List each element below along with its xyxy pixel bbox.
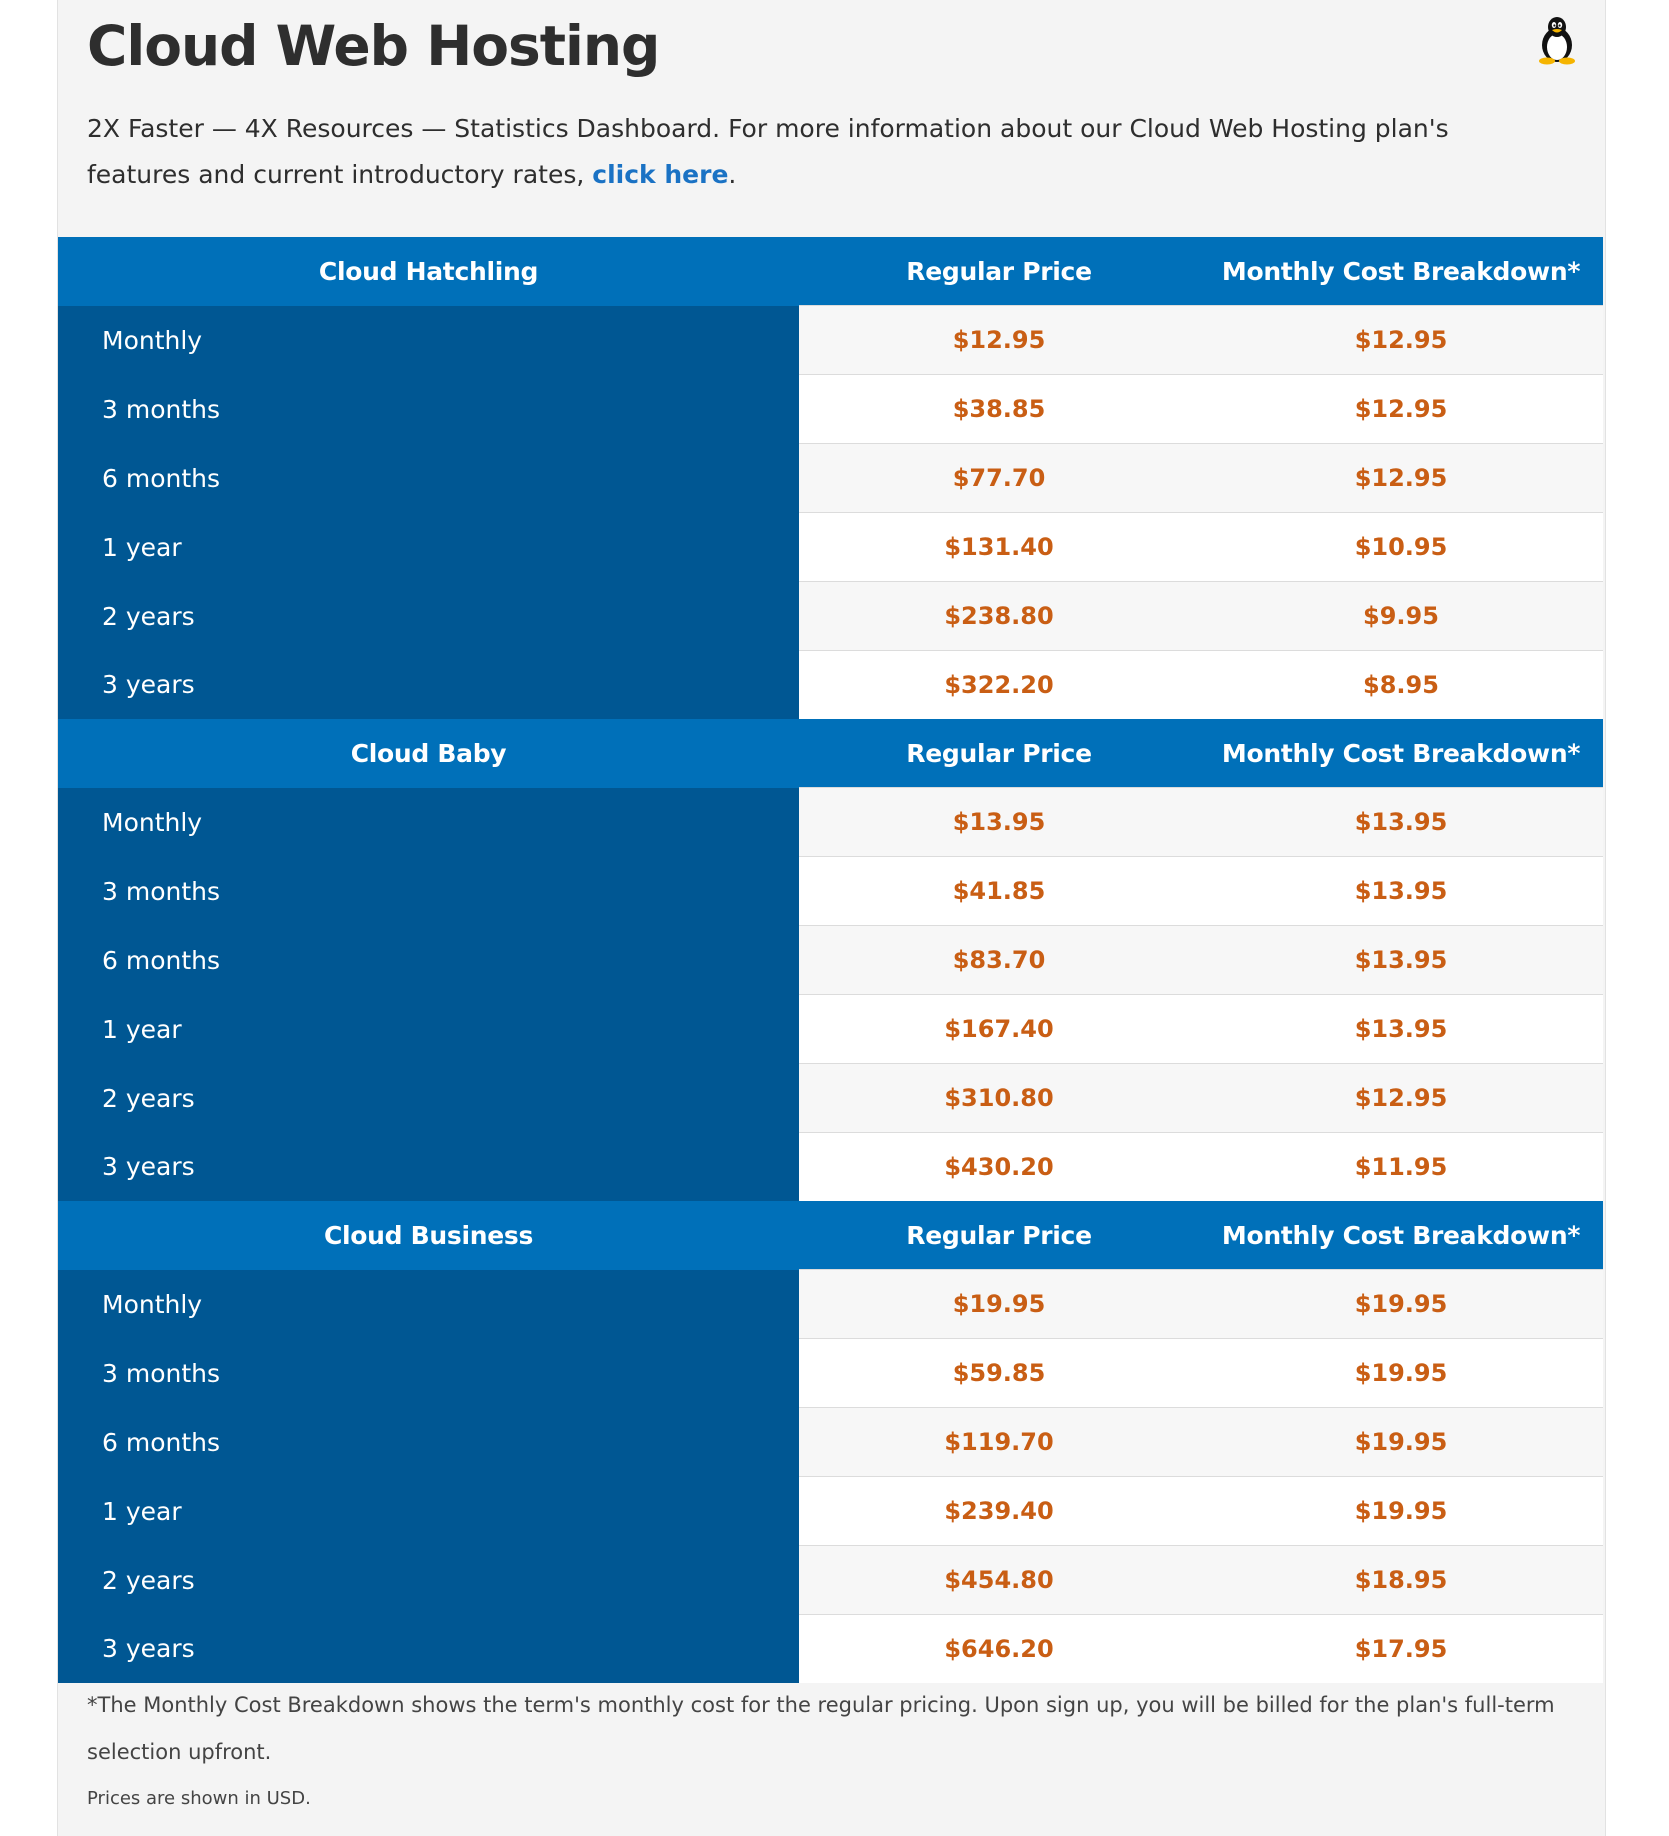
term-label: Monthly	[58, 306, 799, 375]
intro-text	[87, 106, 1547, 198]
regular-price: $13.95	[799, 788, 1199, 857]
monthly-cost-header: Monthly Cost Breakdown*	[1199, 719, 1603, 788]
monthly-cost: $9.95	[1199, 582, 1603, 651]
term-label: 2 years	[58, 1546, 799, 1615]
regular-price-header: Regular Price	[799, 1201, 1199, 1270]
price-row	[58, 1064, 1603, 1133]
intro-end: .	[728, 160, 737, 189]
term-label: Monthly	[58, 1270, 799, 1339]
regular-price: $238.80	[799, 582, 1199, 651]
price-row	[58, 857, 1603, 926]
term-label: 3 years	[58, 651, 799, 720]
monthly-cost: $18.95	[1199, 1546, 1603, 1615]
regular-price: $322.20	[799, 651, 1199, 720]
intro-copy: 2X Faster — 4X Resources — Statistics Dashboard. For more information about our Cloud Web Hosting plan's features and current introductory rates,	[87, 114, 1449, 189]
regular-price: $167.40	[799, 995, 1199, 1064]
plan-name: Cloud Hatchling	[58, 237, 799, 306]
price-row	[58, 788, 1603, 857]
term-label: 2 years	[58, 1064, 799, 1133]
term-label: 3 months	[58, 1339, 799, 1408]
regular-price-header: Regular Price	[799, 237, 1199, 306]
monthly-cost: $19.95	[1199, 1339, 1603, 1408]
price-row	[58, 375, 1603, 444]
monthly-cost-footnote: *The Monthly Cost Breakdown shows the term's monthly cost for the regular pricing. Upon sign up, you will be billed for the plan's full-term selection upfront.	[87, 1693, 1555, 1764]
monthly-cost: $13.95	[1199, 788, 1603, 857]
regular-price: $83.70	[799, 926, 1199, 995]
term-label: 1 year	[58, 995, 799, 1064]
linux-penguin-icon	[1535, 15, 1579, 65]
monthly-cost: $12.95	[1199, 444, 1603, 513]
monthly-cost: $13.95	[1199, 926, 1603, 995]
monthly-cost: $10.95	[1199, 513, 1603, 582]
monthly-cost: $12.95	[1199, 375, 1603, 444]
price-row	[58, 513, 1603, 582]
term-label: 6 months	[58, 1408, 799, 1477]
term-label: 6 months	[58, 444, 799, 513]
term-label: 3 months	[58, 857, 799, 926]
term-label: 6 months	[58, 926, 799, 995]
monthly-cost: $17.95	[1199, 1615, 1603, 1684]
regular-price: $646.20	[799, 1615, 1199, 1684]
term-label: 1 year	[58, 513, 799, 582]
currency-note: Prices are shown in USD.	[87, 1788, 311, 1809]
term-label: 1 year	[58, 1477, 799, 1546]
price-row	[58, 1546, 1603, 1615]
plan-header-row	[58, 1201, 1603, 1270]
price-row	[58, 1477, 1603, 1546]
price-row	[58, 1408, 1603, 1477]
regular-price: $41.85	[799, 857, 1199, 926]
price-row	[58, 444, 1603, 513]
plan-header-row	[58, 719, 1603, 788]
monthly-cost: $19.95	[1199, 1408, 1603, 1477]
price-row	[58, 1339, 1603, 1408]
monthly-cost: $11.95	[1199, 1133, 1603, 1202]
price-row	[58, 582, 1603, 651]
price-row	[58, 1133, 1603, 1202]
term-label: 3 years	[58, 1133, 799, 1202]
monthly-cost: $8.95	[1199, 651, 1603, 720]
regular-price: $59.85	[799, 1339, 1199, 1408]
regular-price: $430.20	[799, 1133, 1199, 1202]
regular-price: $454.80	[799, 1546, 1199, 1615]
price-row	[58, 1615, 1603, 1684]
price-row	[58, 1270, 1603, 1339]
plan-header-row	[58, 237, 1603, 306]
monthly-cost-header: Monthly Cost Breakdown*	[1199, 1201, 1603, 1270]
monthly-cost: $13.95	[1199, 995, 1603, 1064]
price-row	[58, 306, 1603, 375]
page-title: Cloud Web Hosting	[87, 14, 660, 78]
price-row	[58, 926, 1603, 995]
click-here-link[interactable]: click here	[592, 160, 729, 189]
price-row	[58, 995, 1603, 1064]
monthly-cost-header: Monthly Cost Breakdown*	[1199, 237, 1603, 306]
term-label: 2 years	[58, 582, 799, 651]
regular-price: $38.85	[799, 375, 1199, 444]
pricing-table	[58, 237, 1603, 1683]
regular-price: $77.70	[799, 444, 1199, 513]
monthly-cost: $13.95	[1199, 857, 1603, 926]
price-row	[58, 651, 1603, 720]
term-label: Monthly	[58, 788, 799, 857]
plan-name: Cloud Baby	[58, 719, 799, 788]
monthly-cost: $19.95	[1199, 1270, 1603, 1339]
term-label: 3 months	[58, 375, 799, 444]
pricing-panel	[57, 0, 1606, 1836]
monthly-cost: $12.95	[1199, 306, 1603, 375]
regular-price: $310.80	[799, 1064, 1199, 1133]
regular-price: $19.95	[799, 1270, 1199, 1339]
regular-price-header: Regular Price	[799, 719, 1199, 788]
regular-price: $119.70	[799, 1408, 1199, 1477]
regular-price: $12.95	[799, 306, 1199, 375]
monthly-cost: $19.95	[1199, 1477, 1603, 1546]
regular-price: $239.40	[799, 1477, 1199, 1546]
term-label: 3 years	[58, 1615, 799, 1684]
plan-name: Cloud Business	[58, 1201, 799, 1270]
monthly-cost: $12.95	[1199, 1064, 1603, 1133]
regular-price: $131.40	[799, 513, 1199, 582]
